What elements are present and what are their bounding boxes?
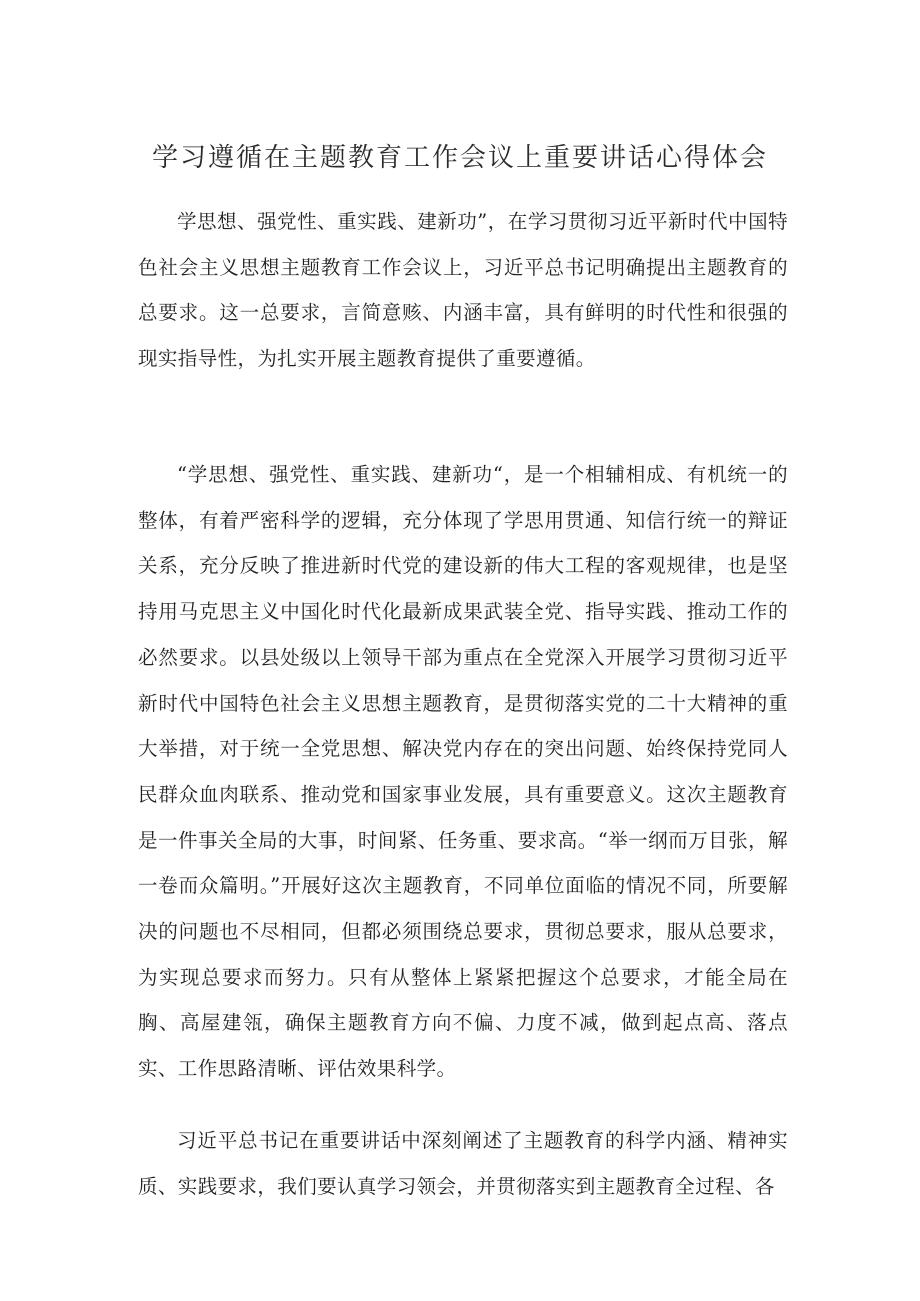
paragraph-1: 学思想、强党性、重实践、建新功”，在学习贯彻习近平新时代中国特色社会主义思想主题教育工作会议上，习近平总书记明确提出主题教育的总要求。这一总要求，言简意赅、内涵丰富，具有鲜明的时代性和很强的现实指导性，为扎实开展主题教育提供了重要遵循。 xyxy=(138,210,788,371)
paragraph-2: “学思想、强党性、重实践、建新功“，是一个相辅相成、有机统一的整体，有着严密科学的逻辑，充分体现了学思用贯通、知信行统一的辩证关系，充分反映了推进新时代党的建设新的伟大工程的客观规律，也是坚持用马克思主义中国化时代化最新成果武装全党、指导实践、推动工作的必然要求。以县处级以上领导干部为重点在全党深入开展学习贯彻习近平新时代中国特色社会主义思想主题教育，是贯彻落实党的二十大精神的重大举措，对于统一全党思想、解决党内存在的突出问题、始终保持党同人民群众血肉联系、推动党和国家事业发展，具有重要意义。这次主题教育是一件事关全局的大事，时间紧、任务重、要求高。“举一纲而万目张，解一卷而众篇明。”开展好这次主题教育，不同单位面临的情况不同，所要解决的问题也不尽相同，但都必须围绕总要求，贯彻总要求，服从总要求，为实现总要求而努力。只有从整体上紧紧把握这个总要求，才能全局在胸、高屋建瓴，确保主题教育方向不偏、力度不减，做到起点高、落点实、工作思路清晰、评估效果科学。 xyxy=(138,463,788,1081)
document-title: 学习遵循在主题教育工作会议上重要讲话心得体会 xyxy=(151,143,768,173)
paragraph-3: 习近平总书记在重要讲话中深刻阐述了主题教育的科学内涵、精神实质、实践要求，我们要认真学习领会，并贯彻落实到主题教育全过程、各 xyxy=(138,1129,788,1198)
